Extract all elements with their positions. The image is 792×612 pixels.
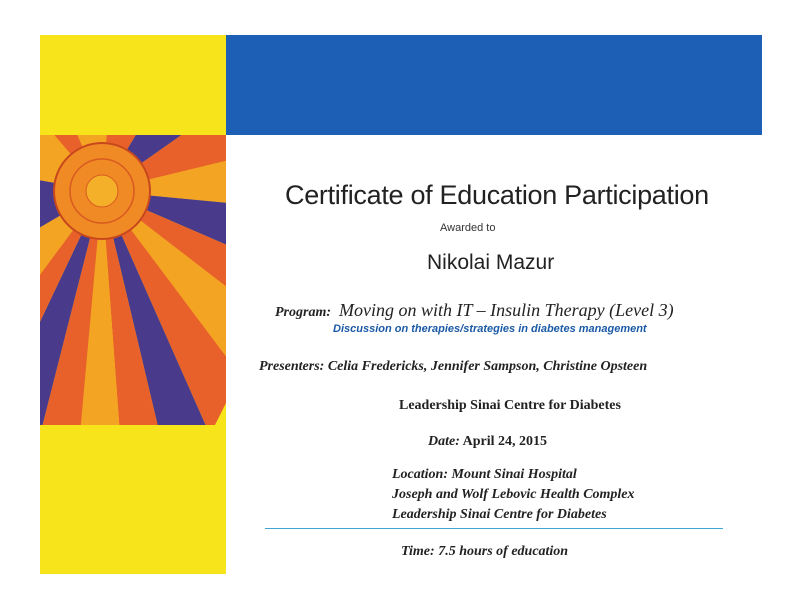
sunburst-artwork	[40, 135, 226, 425]
location-line-3: Leadership Sinai Centre for Diabetes	[392, 507, 607, 522]
awarded-to-label: Awarded to	[440, 222, 496, 234]
program-name: Moving on with IT – Insulin Therapy (Level 3)	[339, 300, 674, 320]
date-value: April 24, 2015	[462, 434, 548, 449]
location-line-2: Joseph and Wolf Lebovic Health Complex	[392, 487, 635, 502]
organization-name: Leadership Sinai Centre for Diabetes	[399, 398, 621, 413]
recipient-name: Nikolai Mazur	[427, 251, 555, 274]
divider-line	[265, 528, 723, 529]
top-blue-banner	[226, 35, 762, 135]
location-line-1: Location: Mount Sinai Hospital	[392, 467, 577, 482]
date-label: Date:	[428, 434, 460, 449]
certificate-title: Certificate of Education Participation	[285, 180, 709, 210]
date-line	[428, 434, 547, 450]
education-time: Time: 7.5 hours of education	[401, 544, 569, 559]
program-label: Program:	[275, 305, 331, 320]
sunburst-icon	[40, 135, 226, 425]
program-line	[275, 300, 674, 321]
presenters-line: Presenters: Celia Fredericks, Jennifer Sampson, Christine Opsteen	[259, 359, 648, 374]
program-subtitle: Discussion on therapies/strategies in diabetes management	[333, 323, 647, 335]
